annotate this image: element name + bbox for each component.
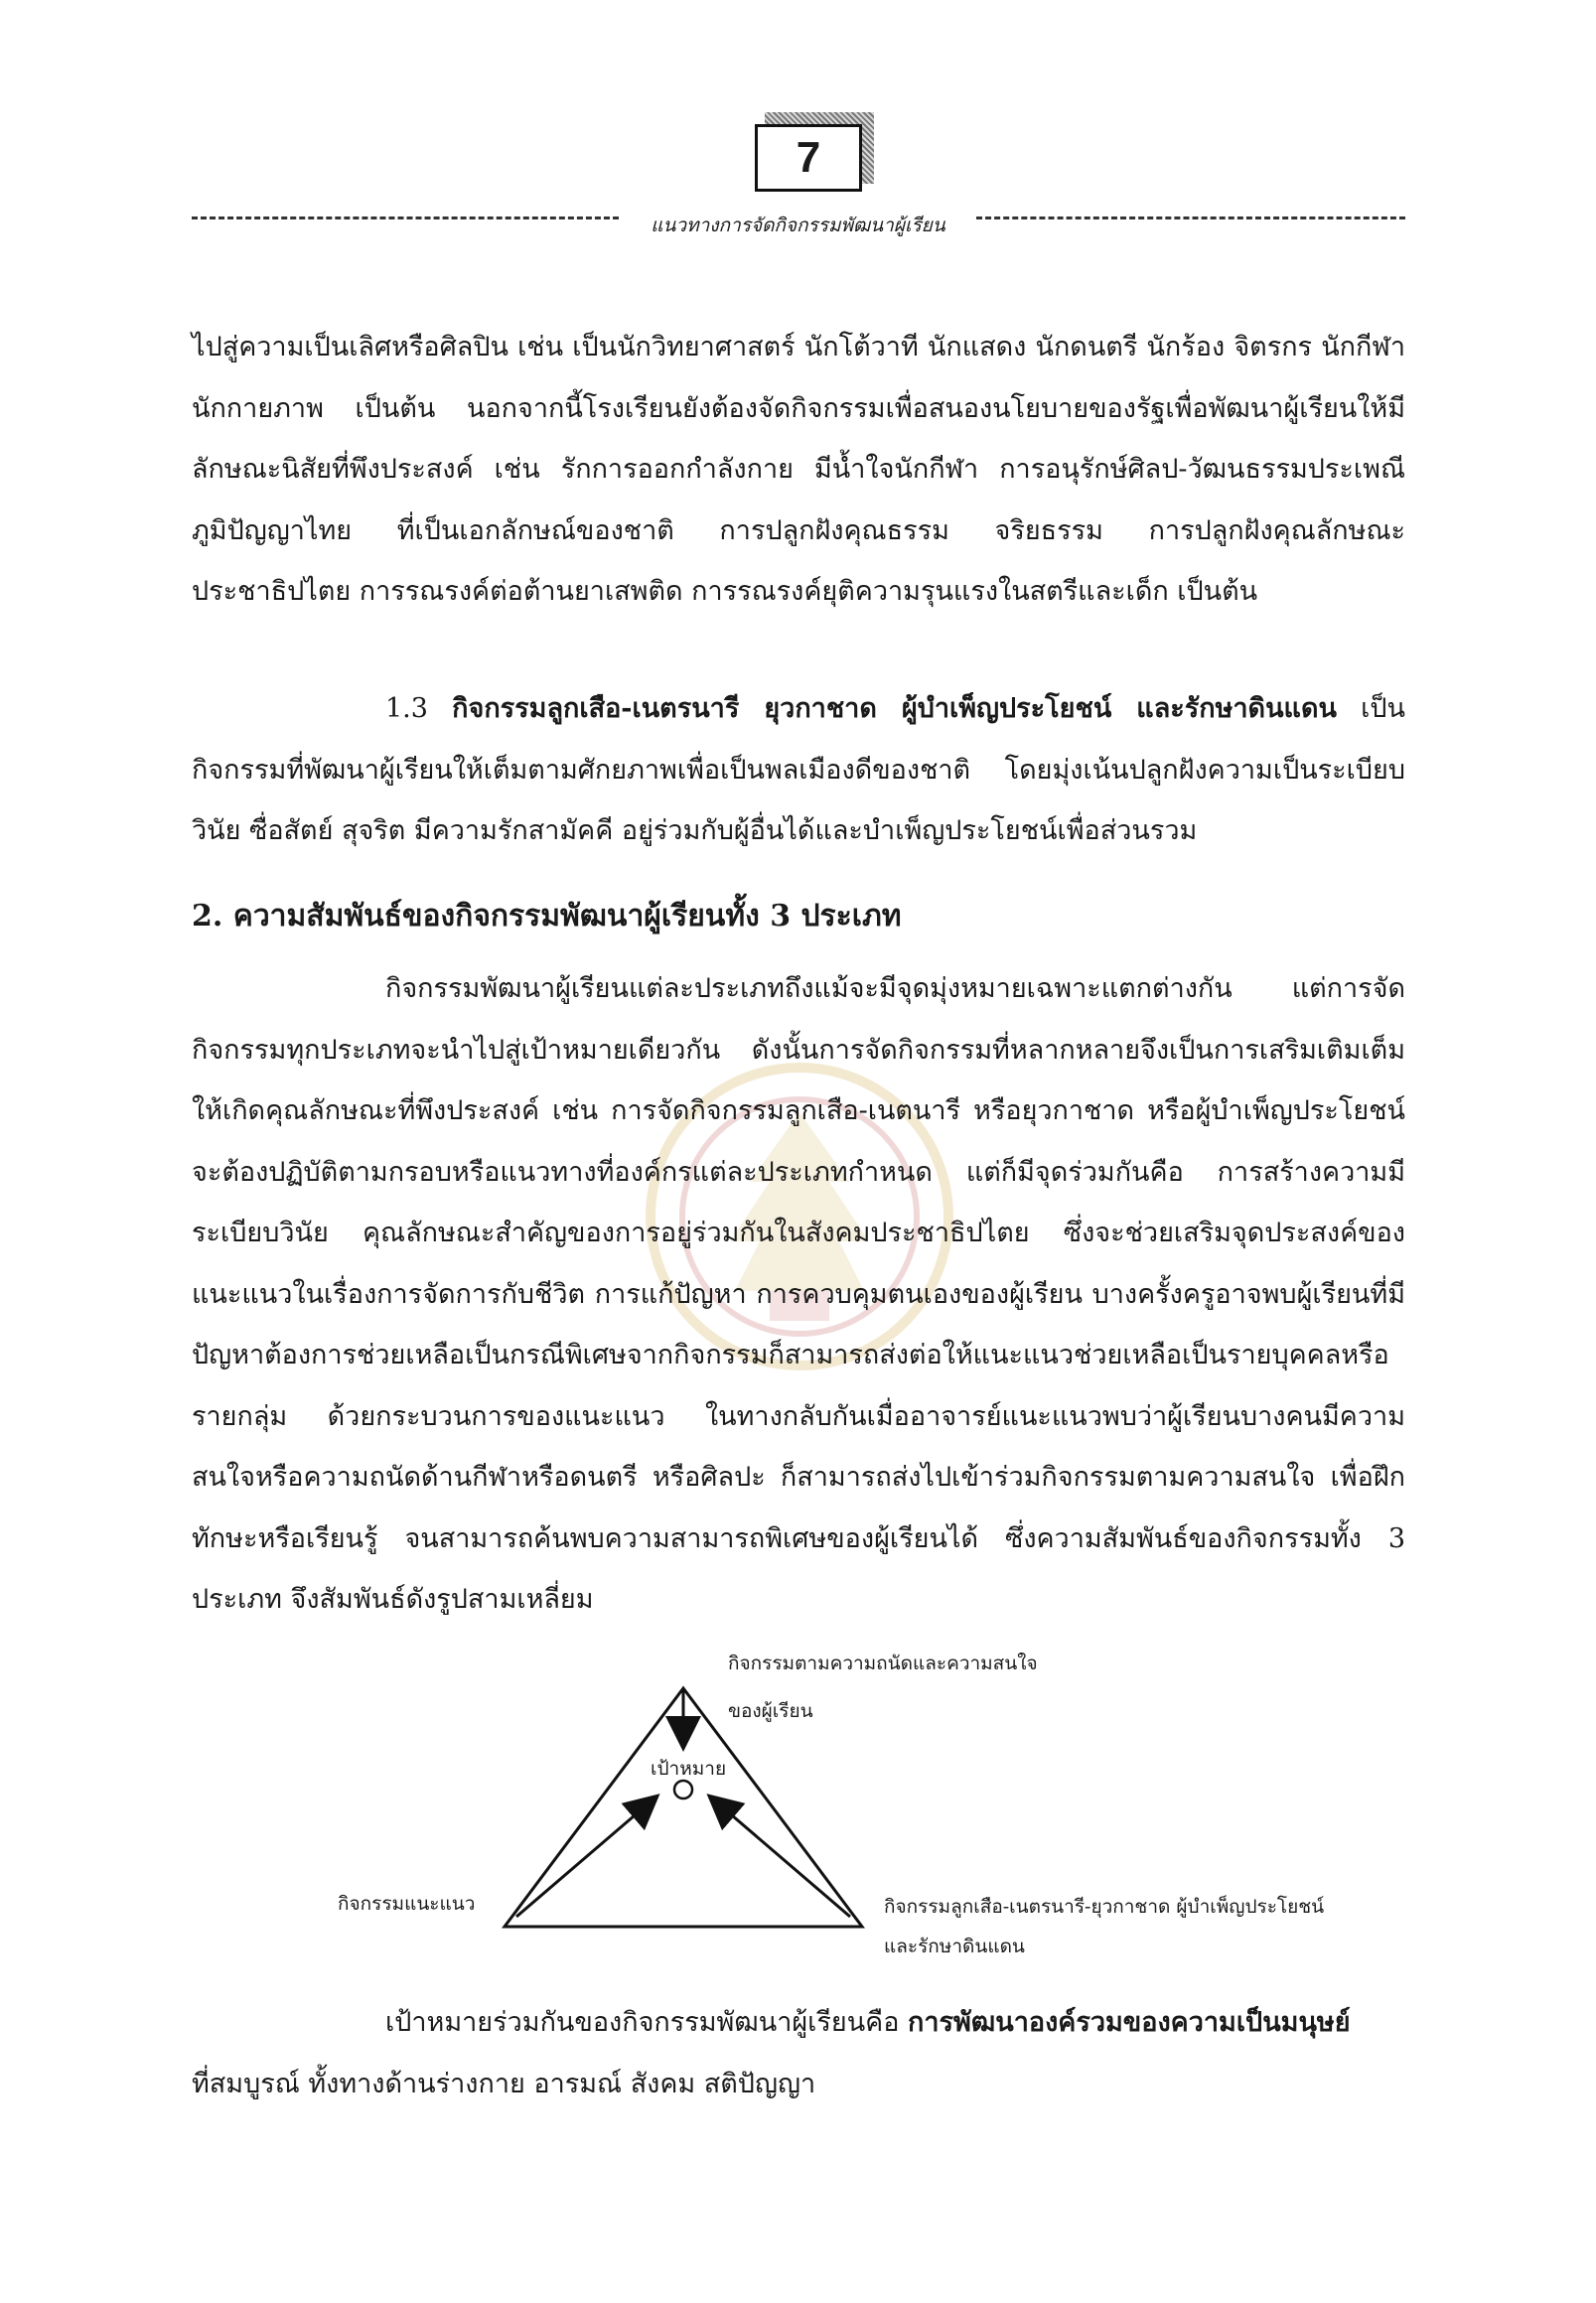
conclusion-text: เป้าหมายร่วมกันของกิจกรรมพัฒนาผู้เรียนคือ: [385, 2007, 909, 2038]
triangle-svg: [0, 1629, 1596, 1966]
item-1-3-text: เป็นกิจกรรมที่พัฒนาผู้เรียนให้เต็มตามศักยภาพเพื่อเป็นพลเมืองดีของชาติ โดยมุ่งเน้นปลูกฝังความเป็นระเบียบวินัย ซื่อสัตย์ สุจริต มีความรักสามัคคี อยู่ร่วมกับผู้อื่นได้และบำเพ็ญประโยชน์เพื่อส่วนรวม: [192, 693, 1405, 846]
section-2-paragraph: กิจกรรมพัฒนาผู้เรียนแต่ละประเภทถึงแม้จะมีจุดมุ่งหมายเฉพาะแตกต่างกัน แต่การจัดกิจกรรมทุกประเภทจะนำไปสู่เป้าหมายเดียวกัน ดังนั้นการจัดกิจกรรมที่หลากหลายจึงเป็นการเสริมเติมเต็มให้เกิดคุณลักษณะที่พึงประสงค์ เช่น การจัดกิจกรรมลูกเสือ-เนตนารี หรือยุวกาชาด หรือผู้บำเพ็ญประโยชน์จะต้องปฏิบัติตามกรอบหรือแนวทางที่องค์กรแต่ละประเภทกำหนด แต่ก็มีจุดร่วมกันคือ การสร้างความมีระเบียบวินัย คุณลักษณะสำคัญของการอยู่ร่วมกันในสังคมประชาธิปไตย ซึ่งจะช่วยเสริมจุดประสงค์ของแนะแนวในเรื่องการจัดการกับชีวิต การแก้ปัญหา การควบคุมตนเองของผู้เรียน บางครั้งครูอาจพบผู้เรียนที่มีปัญหาต้องการช่วยเหลือเป็นกรณีพิเศษจากกิจกรรมก็สามารถส่งต่อให้แนะแนวช่วยเหลือเป็นรายบุคคลหรือรายกลุ่ม ด้วยกระบวนการของแนะแนว ในทางกลับกันเมื่ออาจารย์แนะแนวพบว่าผู้เรียนบางคนมีความสนใจหรือความถนัดด้านกีฬาหรือดนตรี หรือศิลปะ ก็สามารถส่งไปเข้าร่วมกิจกรรมตามความสนใจ เพื่อฝึกทักษะหรือเรียนรู้ จนสามารถค้นพบความสามารถพิเศษของผู้เรียนได้ ซึ่งความสัมพันธ์ของกิจกรรมทั้ง 3 ประเภท จึงสัมพันธ์ดังรูปสามเหลี่ยม: [192, 973, 1405, 1615]
diagram-left-label: กิจกรรมแนะแนว: [338, 1893, 476, 1915]
page-number-box: [755, 124, 869, 194]
running-header: [0, 211, 1596, 240]
conclusion-text-2: ที่สมบูรณ์ ทั้งทางด้านร่างกาย อารมณ์ สังคม สติปัญญา: [192, 2068, 816, 2099]
item-1-3-paragraph: [192, 678, 1405, 862]
diagram-top-label-line2: ของผู้เรียน: [728, 1700, 813, 1722]
arrow-from-left: [516, 1798, 655, 1917]
item-1-3-title: กิจกรรมลูกเสือ-เนตรนารี ยุวกาชาด ผู้บำเพ็ญประโยชน์ และรักษาดินแดน: [452, 693, 1337, 724]
diagram-top-label-line1: กิจกรรมตามความถนัดและความสนใจ: [728, 1653, 1038, 1674]
relationship-triangle-diagram: [0, 1629, 1596, 1966]
section-2-heading: 2. ความสัมพันธ์ของกิจกรรมพัฒนาผู้เรียนทั้ง 3 ประเภท: [192, 899, 902, 934]
conclusion-bold: การพัฒนาองค์รวมของความเป็นมนุษย์: [908, 2007, 1351, 2038]
intro-paragraph: ไปสู่ความเป็นเลิศหรือศิลปิน เช่น เป็นนักวิทยาศาสตร์ นักโต้วาที นักแสดง นักดนตรี นักร้อง จิตรกร นักกีฬา นักกายภาพ เป็นต้น นอกจากนี้โรงเรียนยังต้องจัดกิจกรรมเพื่อสนองนโยบายของรัฐเพื่อพัฒนาผู้เรียนให้มีลักษณะนิสัยที่พึงประสงค์ เช่น รักการออกกำลังกาย มีน้ำใจนักกีฬา การอนุรักษ์ศิลป-วัฒนธรรมประเพณี ภูมิปัญญาไทย ที่เป็นเอกลักษณ์ของชาติ การปลูกฝังคุณธรรม จริยธรรม การปลูกฝังคุณลักษณะประชาธิปไตย การรณรงค์ต่อต้านยาเสพติด การรณรงค์ยุติความรุนแรงในสตรีและเด็ก เป็นต้น: [192, 332, 1405, 607]
arrow-from-right: [711, 1798, 850, 1917]
running-header-title: แนวทางการจัดกิจกรรมพัฒนาผู้เรียน: [639, 215, 957, 236]
diagram-right-label-line1: กิจกรรมลูกเสือ-เนตรนารี-ยุวกาชาด ผู้บำเพ็ญประโยชน์: [884, 1896, 1325, 1918]
conclusion-paragraph: [192, 1992, 1405, 2114]
item-1-3-number: 1.3: [385, 693, 428, 724]
diagram-right-label-line2: และรักษาดินแดน: [884, 1936, 1025, 1957]
diagram-center-label: เป้าหมาย: [651, 1758, 727, 1780]
page-number: 7: [755, 124, 862, 192]
